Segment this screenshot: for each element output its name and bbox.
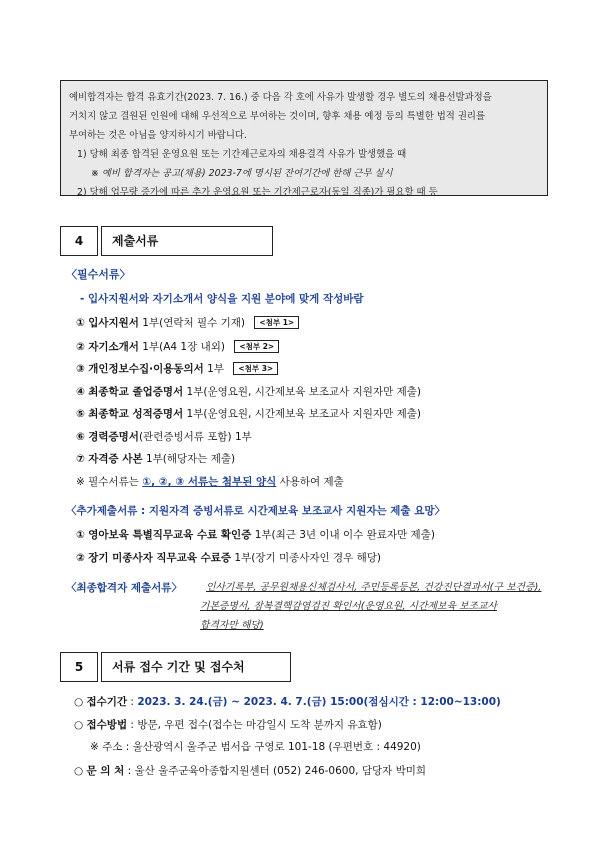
notice-line: 부여하는 것은 아님을 양지하시기 바랍니다. <box>69 130 247 141</box>
contact-value: 울산 울주군육아종합지원센터 (052) 246-0600, 담당자 박미희 <box>134 765 427 777</box>
required-item-2 <box>76 339 279 354</box>
note-prefix: ※ 필수서류는 <box>76 476 143 488</box>
required-docs-header: 〈필수서류〉 <box>66 268 131 281</box>
notice-line: 거치지 않고 결원된 인원에 대해 우선적으로 부여하는 것이며, 향후 채용 예정 등의 특별한 법적 권리를 <box>69 111 486 122</box>
required-item-4 <box>76 384 421 399</box>
period-label: 접수기간 <box>86 696 128 708</box>
item-desc: (관련증빙서류 포함) 1부 <box>138 431 252 443</box>
final-docs-line: 합격자만 해당) <box>200 620 264 631</box>
item-number: ④ <box>76 386 85 398</box>
item-name: 입사지원서 <box>88 317 139 329</box>
notice-box <box>60 80 548 196</box>
item-name: 장기 미종사자 직무교육 수료증 <box>88 552 232 564</box>
application-method <box>74 717 382 732</box>
separator: : <box>127 696 138 708</box>
item-name: 자격증 사본 <box>88 453 143 465</box>
attachment-tag: <첨부 2> <box>234 340 279 353</box>
item-name: 영아보육 특별직무교육 수료 확인증 <box>88 529 252 541</box>
notice-item-2: 2) 당해 업무량 증가에 따른 추가 운영요원 또는 기간제근로자(동일 직종)가 필요할 때 등 <box>77 187 438 198</box>
additional-item-2 <box>76 550 381 565</box>
additional-item-1 <box>76 527 435 542</box>
method-value: 방문, 우편 접수(접수는 마감일시 도착 분까지 유효함) <box>137 719 382 731</box>
item-number: ③ <box>76 363 85 375</box>
item-number: ⑦ <box>76 453 85 465</box>
required-item-3 <box>76 361 278 376</box>
final-docs-line: 기본증명서, 잠복결핵감염검진 확인서(운영요원, 시간제보육 보조교사 <box>200 601 497 612</box>
required-item-5 <box>76 406 421 421</box>
item-name: 개인정보수집·이용동의서 <box>88 363 204 375</box>
notice-item-1-note: ※ 예비 합격자는 공고(채용) 2023-7에 명시된 잔여기간에 한해 근무 실시 <box>91 168 393 179</box>
note-suffix: 사용하여 제출 <box>276 476 344 488</box>
item-desc: 1부 <box>203 363 224 375</box>
bullet: ○ <box>74 696 84 708</box>
final-docs-header: 〈최종합격자 제출서류〉 <box>66 582 182 594</box>
item-desc: 1부(운영요원, 시간제보육 보조교사 지원자만 제출) <box>183 408 421 420</box>
attachment-tag: <첨부 3> <box>233 362 278 375</box>
item-number: ① <box>76 317 85 329</box>
item-name: 최종학교 성적증명서 <box>88 408 184 420</box>
final-docs-list <box>200 578 566 635</box>
section-4-number: 4 <box>60 226 98 256</box>
item-desc: 1부(연락처 필수 기재) <box>138 317 245 329</box>
section-5-number: 5 <box>60 652 98 682</box>
item-desc: 1부(A4 1장 내외) <box>138 341 225 353</box>
additional-docs-header: 〈추가제출서류 : 지원자격 증빙서류로 시간제보육 보조교사 지원자는 제출 요망〉 <box>66 505 446 517</box>
item-desc: 1부(최근 3년 이내 이수 완료자만 제출) <box>251 529 435 541</box>
item-number: ① <box>76 529 85 541</box>
final-docs-line: 인사기록부, 공무원채용신체검사서, 주민등록등본, 건강진단결과서(구 보건증), <box>206 582 542 593</box>
item-name: 최종학교 졸업증명서 <box>88 386 184 398</box>
method-label: 접수방법 <box>86 719 128 731</box>
bullet: ○ <box>74 765 84 777</box>
notice-item-1: 1) 당해 최종 합격된 운영요원 또는 기간제근로자의 채용결격 사유가 발생했을 때 <box>77 149 407 160</box>
section-5-title: 서류 접수 기간 및 접수처 <box>101 652 291 682</box>
application-period <box>74 694 501 709</box>
item-desc: 1부(해당자는 제출) <box>142 453 236 465</box>
contact-info <box>74 763 426 778</box>
notice-line: 예비합격자는 합격 유효기간(2023. 7. 16.) 중 다음 각 호에 사유가 발생할 경우 별도의 채용선발과정을 <box>69 92 492 103</box>
item-number: ② <box>76 552 85 564</box>
item-desc: 1부(운영요원, 시간제보육 보조교사 지원자만 제출) <box>183 386 421 398</box>
separator: : <box>124 765 135 777</box>
item-name: 자기소개서 <box>88 341 139 353</box>
required-docs-instruction: - 입사지원서와 자기소개서 양식을 지원 분야에 맞게 작성바람 <box>80 293 364 305</box>
address-note: ※ 주소 : 울산광역시 울주군 범서읍 구영로 101-18 (우편번호 : 44920) <box>90 741 421 753</box>
section-4-title: 제출서류 <box>101 226 273 256</box>
item-number: ② <box>76 341 85 353</box>
required-item-6 <box>76 429 252 444</box>
item-number: ⑥ <box>76 431 85 443</box>
separator: : <box>127 719 138 731</box>
required-item-7 <box>76 451 235 466</box>
note-emphasis: ①, ②, ③ 서류는 첨부된 양식 <box>142 476 277 488</box>
item-name: 경력증명서 <box>88 431 139 443</box>
required-docs-note <box>76 474 344 489</box>
attachment-tag: <첨부 1> <box>254 316 299 329</box>
period-value: 2023. 3. 24.(금) ~ 2023. 4. 7.(금) 15:00(점심시간 : 12:00~13:00) <box>137 696 501 708</box>
item-number: ⑤ <box>76 408 85 420</box>
required-item-1 <box>76 315 299 330</box>
bullet: ○ <box>74 719 84 731</box>
item-desc: 1부(장기 미종사자인 경우 해당) <box>231 552 382 564</box>
contact-label: 문 의 처 <box>86 765 125 777</box>
